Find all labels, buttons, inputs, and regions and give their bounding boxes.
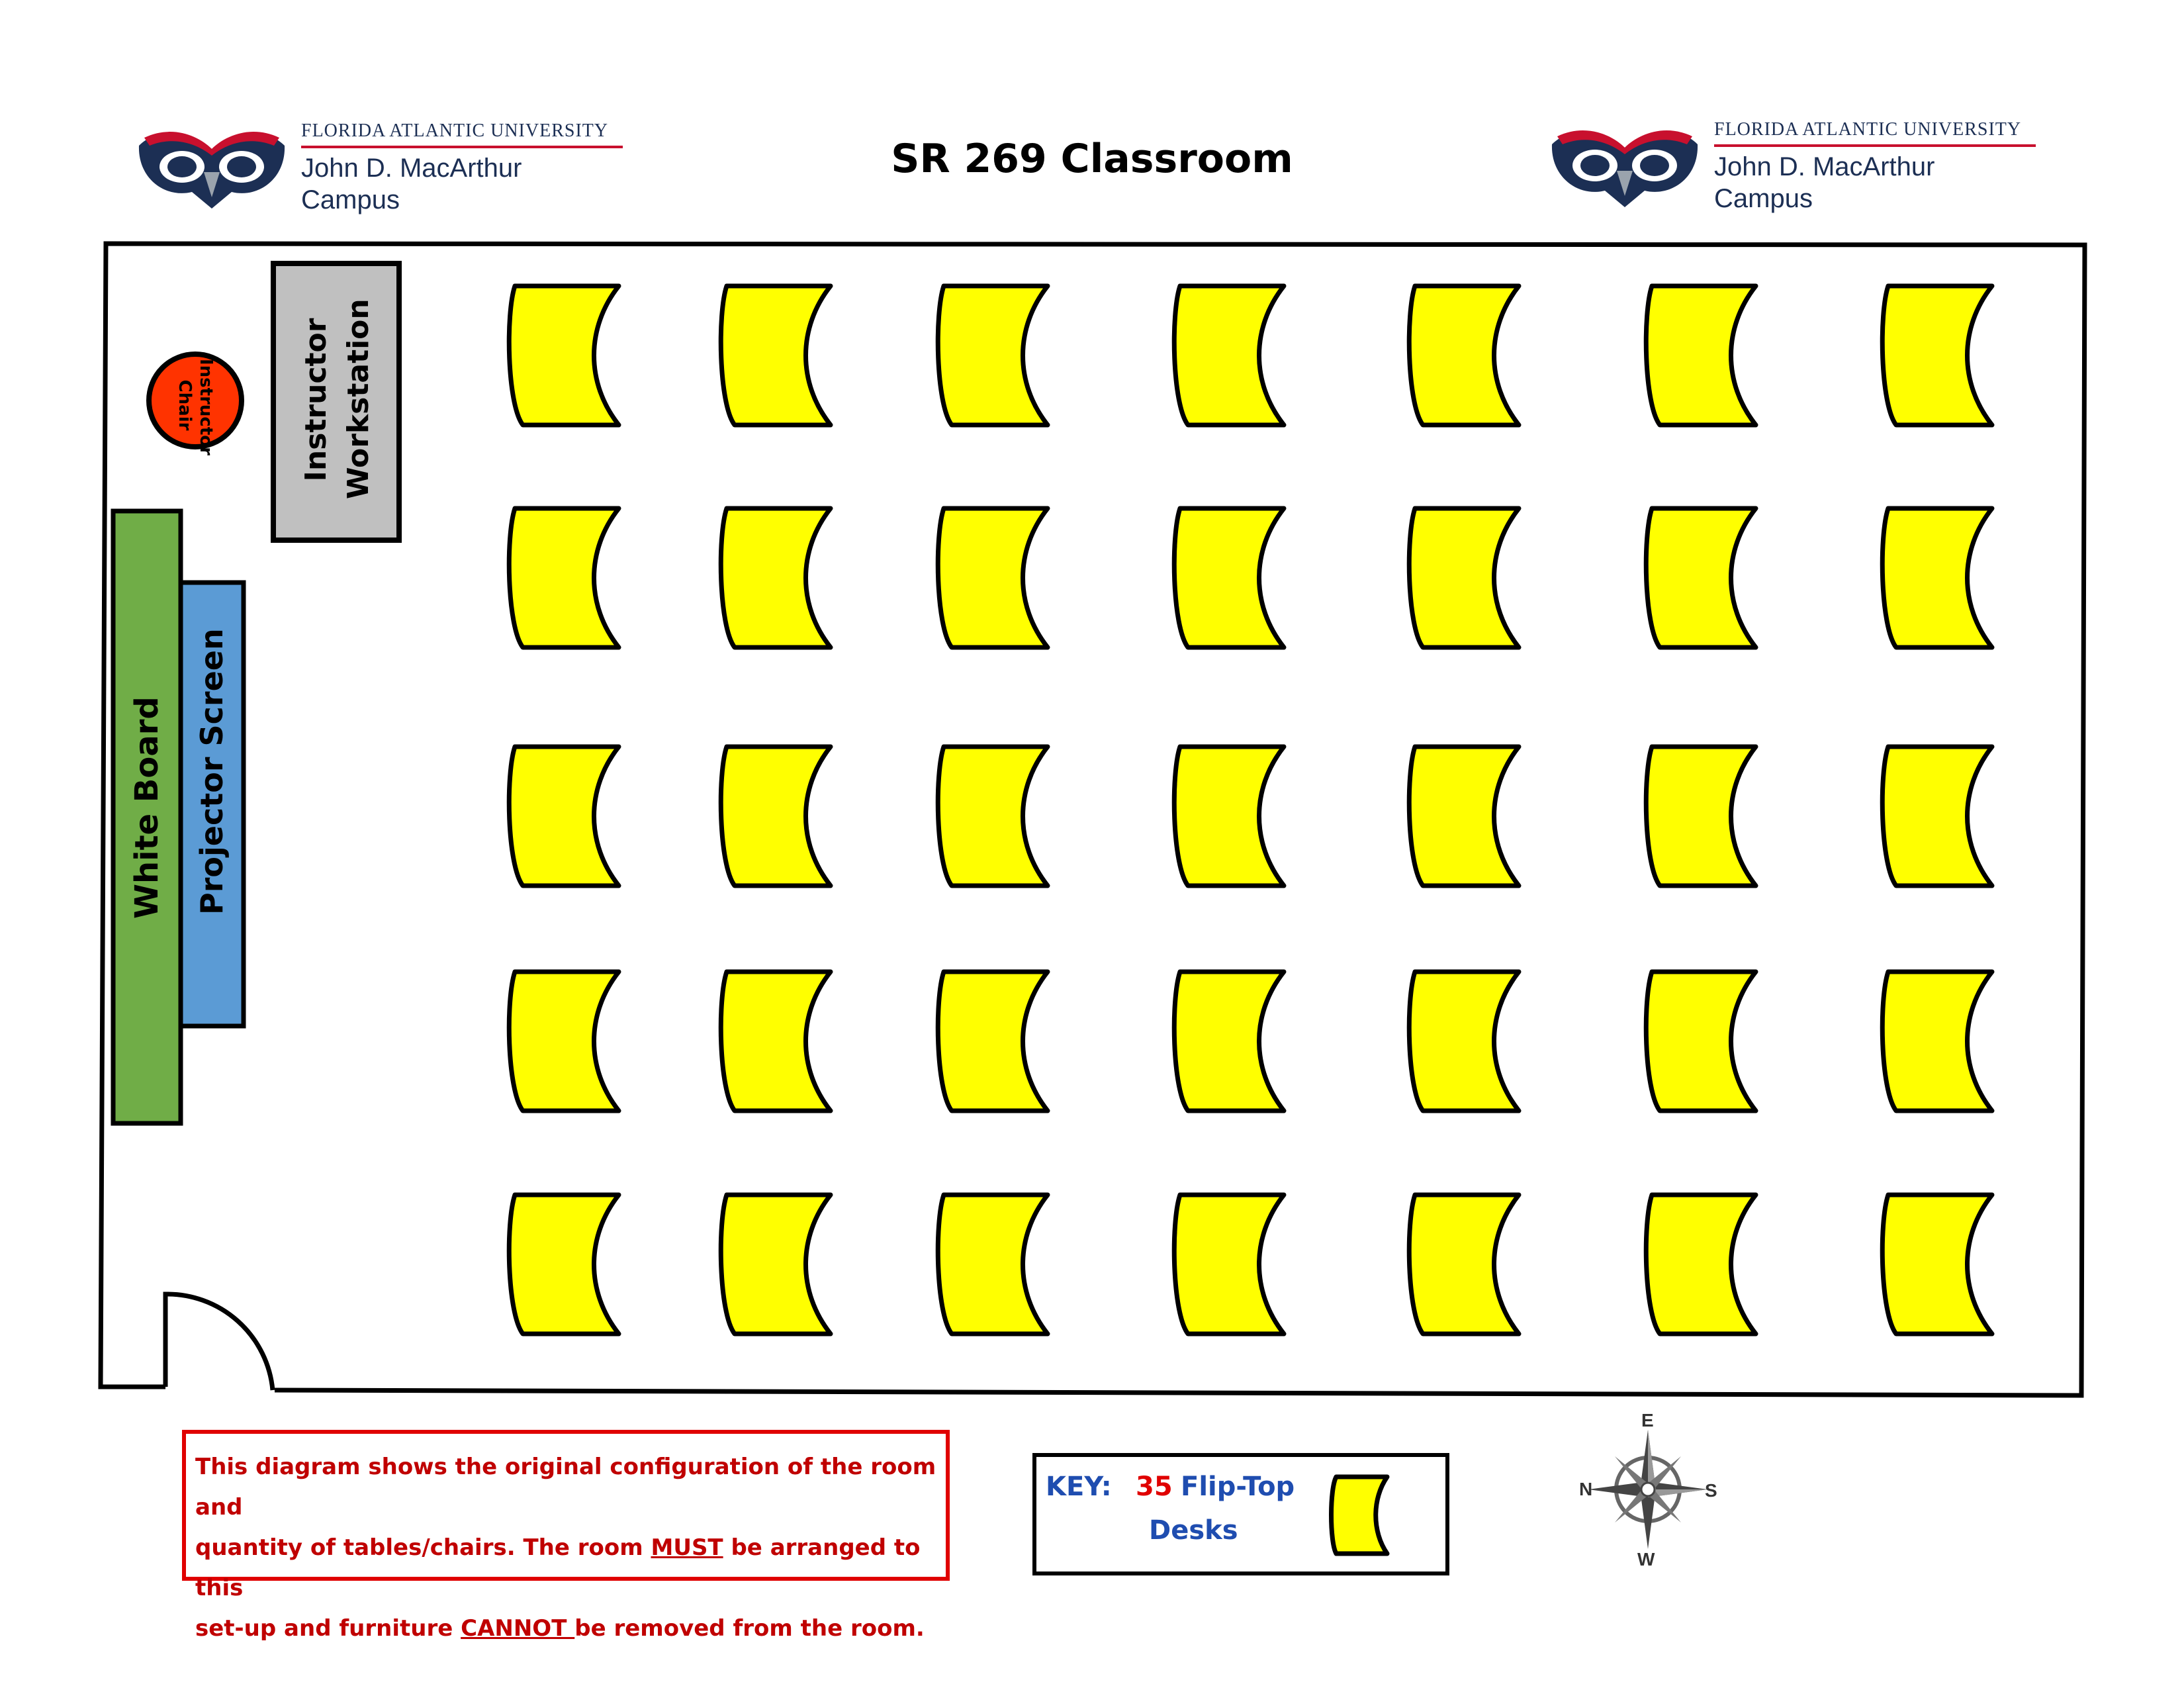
flip-top-desk [1646, 286, 1756, 425]
flip-top-desk [938, 1195, 1048, 1334]
flip-top-desk [509, 972, 619, 1111]
flip-top-desk [938, 972, 1048, 1111]
flip-top-desk [1882, 747, 1992, 886]
flip-top-desk [509, 747, 619, 886]
flip-top-desk [1174, 508, 1284, 647]
instructor-chair-text: Instructor Chair [175, 359, 216, 455]
white-board-text: White Board [128, 696, 165, 919]
flip-top-desk [1174, 747, 1284, 886]
flip-top-desk [1882, 508, 1992, 647]
notice-text: be removed from the room. [574, 1615, 925, 1642]
key-count: 35 [1136, 1472, 1173, 1502]
instructor-workstation-label [295, 301, 380, 499]
campus-name-line2: Campus [301, 185, 400, 214]
notice-text: quantity of tables/chairs. The room [195, 1534, 651, 1561]
flip-top-desk [1882, 972, 1992, 1111]
notice-text: be arranged to this [195, 1534, 921, 1601]
key-item-line1: Flip-Top [1181, 1472, 1295, 1502]
flip-top-desk [1646, 1195, 1756, 1334]
notice-emphasis-must: MUST [651, 1534, 723, 1561]
flip-top-desk [1646, 747, 1756, 886]
flip-top-desk [1174, 972, 1284, 1111]
flip-top-desk [1409, 286, 1519, 425]
flip-top-desk [1882, 286, 1992, 425]
projector-screen-text: Projector Screen [194, 628, 230, 915]
instructor-chair-label [174, 359, 216, 455]
university-name: FLORIDA ATLANTIC UNIVERSITY [1714, 119, 2022, 140]
desk-grid [509, 286, 1992, 1334]
flip-top-desk [1882, 1195, 1992, 1334]
instructor-workstation-text: Instructor Workstation [299, 299, 375, 499]
campus-name-line1: John D. MacArthur [301, 154, 522, 183]
door-swing [165, 1294, 273, 1390]
flip-top-desk [721, 508, 831, 647]
white-board-label [128, 696, 165, 919]
flip-top-desk [1174, 286, 1284, 425]
compass-south: S [1705, 1480, 1717, 1501]
flip-top-desk [721, 972, 831, 1111]
flip-top-desk [1409, 747, 1519, 886]
notice-emphasis-cannot: CANNOT [461, 1615, 575, 1642]
flip-top-desk [721, 286, 831, 425]
flip-top-desk [1409, 972, 1519, 1111]
flip-top-desk [938, 286, 1048, 425]
campus-name-line1: John D. MacArthur [1714, 152, 1935, 181]
compass-north: N [1579, 1479, 1593, 1499]
key-item-line2: Desks [1149, 1515, 1238, 1546]
notice-line-1: This diagram shows the original configuration of the room and [195, 1454, 936, 1521]
campus-name-line2: Campus [1714, 184, 1813, 213]
notice-line-3 [195, 1609, 936, 1649]
flip-top-desk [938, 747, 1048, 886]
page-title: SR 269 Classroom [891, 136, 1293, 182]
notice-text: set-up and furniture [195, 1615, 461, 1642]
flip-top-desk [1409, 508, 1519, 647]
flip-top-desk [509, 1195, 619, 1334]
flip-top-desk [938, 508, 1048, 647]
notice-line-2 [195, 1528, 936, 1609]
university-name: FLORIDA ATLANTIC UNIVERSITY [301, 120, 609, 141]
projector-screen-label [194, 628, 230, 915]
flip-top-desk-icon [1324, 1469, 1404, 1562]
flip-top-desk [1646, 508, 1756, 647]
flip-top-desk [1409, 1195, 1519, 1334]
compass-rose [1569, 1410, 1727, 1569]
flip-top-desk [509, 286, 619, 425]
flip-top-desk [1174, 1195, 1284, 1334]
compass-east: E [1641, 1410, 1654, 1430]
flip-top-desk [509, 508, 619, 647]
legend-key [1032, 1453, 1449, 1575]
compass-west: W [1637, 1549, 1655, 1570]
key-label: KEY: [1046, 1472, 1112, 1502]
configuration-notice [182, 1430, 950, 1642]
flip-top-desk [1646, 972, 1756, 1111]
flip-top-desk [721, 747, 831, 886]
flip-top-desk [721, 1195, 831, 1334]
